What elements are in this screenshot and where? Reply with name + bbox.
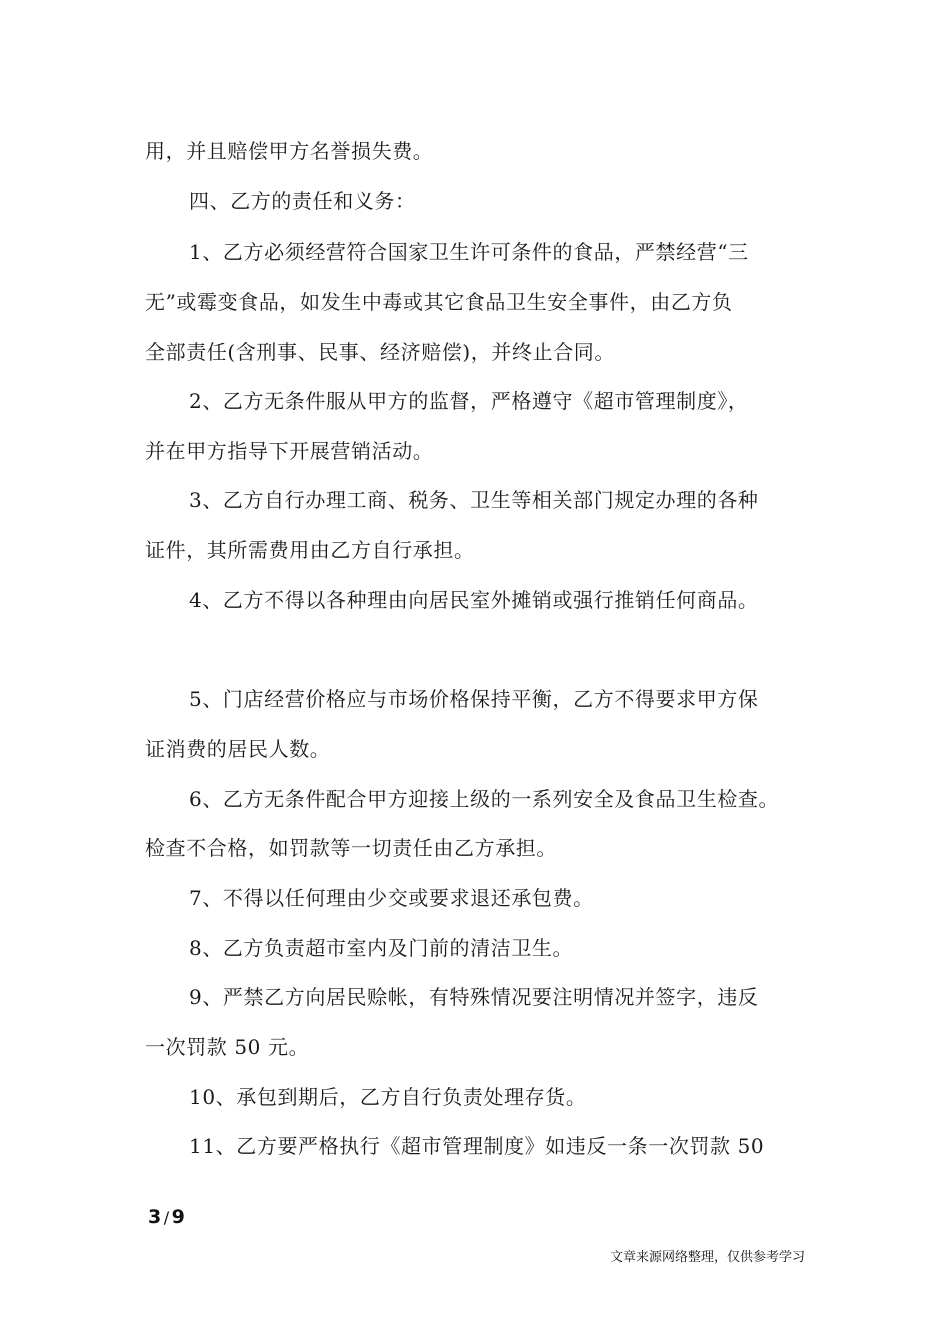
text-line: 3、乙方自行办理工商、税务、卫生等相关部门规定办理的各种: [189, 488, 759, 512]
text-line: 11、乙方要严格执行《超市管理制度》如违反一条一次罚款 50: [189, 1134, 765, 1158]
section-heading: 四、乙方的责任和义务：: [189, 189, 416, 213]
page-current: 3: [148, 1206, 162, 1228]
text-line: 用，并且赔偿甲方名誉损失费。: [145, 139, 434, 163]
text-line: 一次罚款 50 元。: [145, 1035, 310, 1059]
page-number: [148, 1206, 185, 1228]
footer-note: 文章来源网络整理，仅供参考学习: [609, 1250, 805, 1265]
text-line: 7、不得以任何理由少交或要求退还承包费。: [189, 886, 594, 910]
text-line: 全部责任(含刑事、民事、经济赔偿)，并终止合同。: [145, 340, 616, 364]
text-line: 证消费的居民人数。: [145, 737, 331, 761]
text-line: 8、乙方负责超市室内及门前的清洁卫生。: [189, 936, 574, 960]
text-line: 6、乙方无条件配合甲方迎接上级的一系列安全及食品卫生检查。: [189, 787, 780, 811]
text-line: 2、乙方无条件服从甲方的监督，严格遵守《超市管理制度》，: [189, 389, 749, 413]
text-line: 无”或霉变食品，如发生中毒或其它食品卫生安全事件，由乙方负: [145, 290, 733, 314]
text-line: 10、承包到期后，乙方自行负责处理存货。: [189, 1085, 587, 1109]
text-line: 1、乙方必须经营符合国家卫生许可条件的食品，严禁经营“三: [189, 240, 749, 264]
text-line: 检查不合格，如罚款等一切责任由乙方承担。: [145, 836, 557, 860]
page-total: 9: [171, 1206, 186, 1228]
text-line: 9、严禁乙方向居民赊帐，有特殊情况要注明情况并签字，违反: [189, 985, 759, 1009]
text-line: 5、门店经营价格应与市场价格保持平衡，乙方不得要求甲方保: [189, 687, 759, 711]
page-separator: /: [163, 1208, 170, 1227]
text-line: 并在甲方指导下开展营销活动。: [145, 439, 434, 463]
text-line: 证件，其所需费用由乙方自行承担。: [145, 538, 475, 562]
text-line: 4、乙方不得以各种理由向居民室外摊销或强行推销任何商品。: [189, 588, 759, 612]
